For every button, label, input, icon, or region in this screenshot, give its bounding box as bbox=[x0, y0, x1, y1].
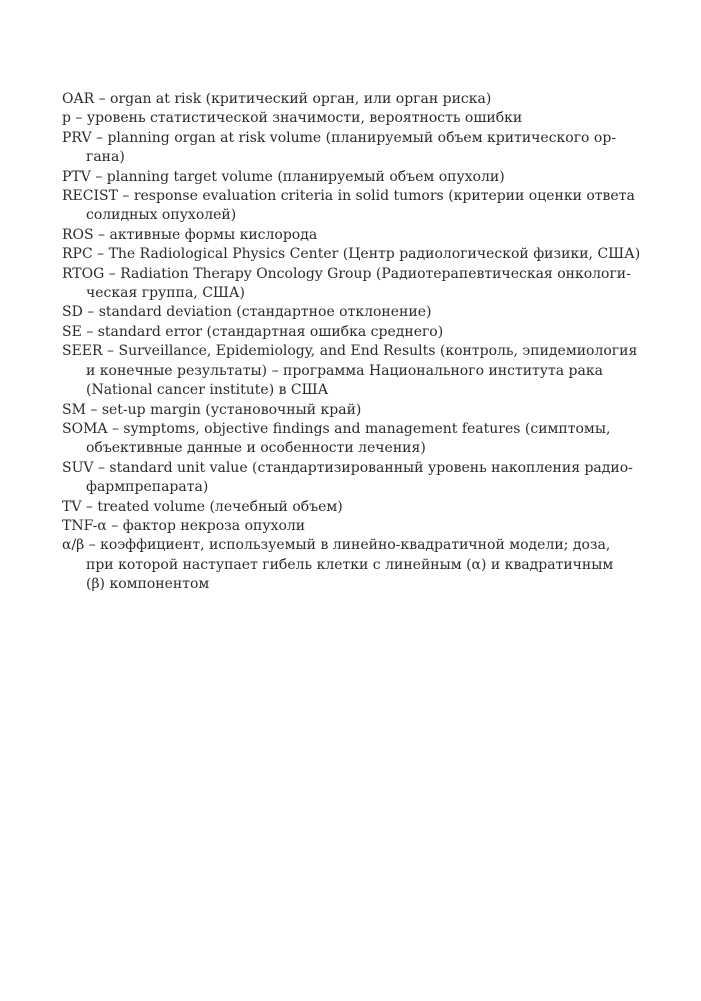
abbreviation-entry bbox=[62, 226, 608, 245]
entry-text: RPC – The Radiological Physics Center (Центр радиологической физики, США) bbox=[62, 246, 641, 263]
entry-text-continuation: (β) компонентом bbox=[86, 576, 210, 593]
entry-text: ROS – активные формы кислорода bbox=[62, 226, 318, 243]
entry-text: TV – treated volume (лечебный объем) bbox=[62, 498, 343, 515]
abbreviation-entry bbox=[62, 323, 608, 342]
entry-text-continuation: (National cancer institute) в США bbox=[86, 382, 329, 399]
entry-text: p – уровень статистической значимости, вероятность ошибки bbox=[62, 110, 523, 127]
abbreviation-entry bbox=[62, 265, 631, 304]
entry-text-continuation: при которой наступает гибель клетки с линейным (α) и квадратичным bbox=[86, 556, 614, 573]
entry-text-continuation: объективные данные и особенности лечения) bbox=[86, 440, 426, 457]
abbreviation-entry bbox=[62, 303, 608, 322]
entry-text-continuation: гана) bbox=[86, 149, 125, 166]
entry-text: PTV – planning target volume (планируемый объем опухоли) bbox=[62, 168, 505, 185]
entry-text: SM – set-up margin (установочный край) bbox=[62, 401, 362, 418]
entry-text: RTOG – Radiation Therapy Oncology Group (Радиотерапевтическая онкологи- bbox=[62, 265, 631, 282]
abbreviation-entry bbox=[62, 342, 638, 400]
abbreviation-entry bbox=[62, 245, 641, 264]
entry-text-continuation: и конечные результаты) – программа Национального института рака bbox=[86, 362, 603, 379]
entry-text: SUV – standard unit value (стандартизированный уровень накопления радио- bbox=[62, 459, 633, 476]
entry-text-continuation: фармпрепарата) bbox=[86, 479, 209, 496]
abbreviation-entry bbox=[62, 459, 633, 498]
entry-text: α/β – коэффициент, используемый в линейно-квадратичной модели; доза, bbox=[62, 537, 611, 554]
entry-text: RECIST – response evaluation criteria in solid tumors (критерии оценки ответа bbox=[62, 188, 635, 205]
entry-text-continuation: солидных опухолей) bbox=[86, 207, 237, 224]
entry-text: SEER – Surveillance, Epidemiology, and End Results (контроль, эпидемиология bbox=[62, 343, 638, 360]
entry-text-continuation: ческая группа, США) bbox=[86, 285, 245, 302]
entry-text: TNF-α – фактор некроза опухоли bbox=[62, 517, 306, 534]
abbreviation-entry bbox=[62, 109, 608, 128]
abbreviation-entry bbox=[62, 517, 608, 536]
abbreviation-entry bbox=[62, 168, 608, 187]
abbreviation-entry bbox=[62, 420, 611, 459]
abbreviation-entry bbox=[62, 498, 608, 517]
entry-text: SD – standard deviation (стандартное отклонение) bbox=[62, 304, 432, 321]
abbreviation-entry bbox=[62, 90, 608, 109]
abbreviation-entry bbox=[62, 187, 635, 226]
abbreviation-entry bbox=[62, 129, 617, 168]
entry-text: PRV – planning organ at risk volume (планируемый объем критического ор- bbox=[62, 129, 617, 146]
abbreviation-entry bbox=[62, 536, 614, 594]
entry-text: SOMA – symptoms, objective findings and management features (симптомы, bbox=[62, 420, 611, 437]
entry-text: SE – standard error (стандартная ошибка среднего) bbox=[62, 323, 444, 340]
entry-text: OAR – organ at risk (критический орган, или орган риска) bbox=[62, 91, 492, 107]
abbreviation-list bbox=[62, 90, 641, 595]
abbreviation-entry bbox=[62, 401, 608, 420]
